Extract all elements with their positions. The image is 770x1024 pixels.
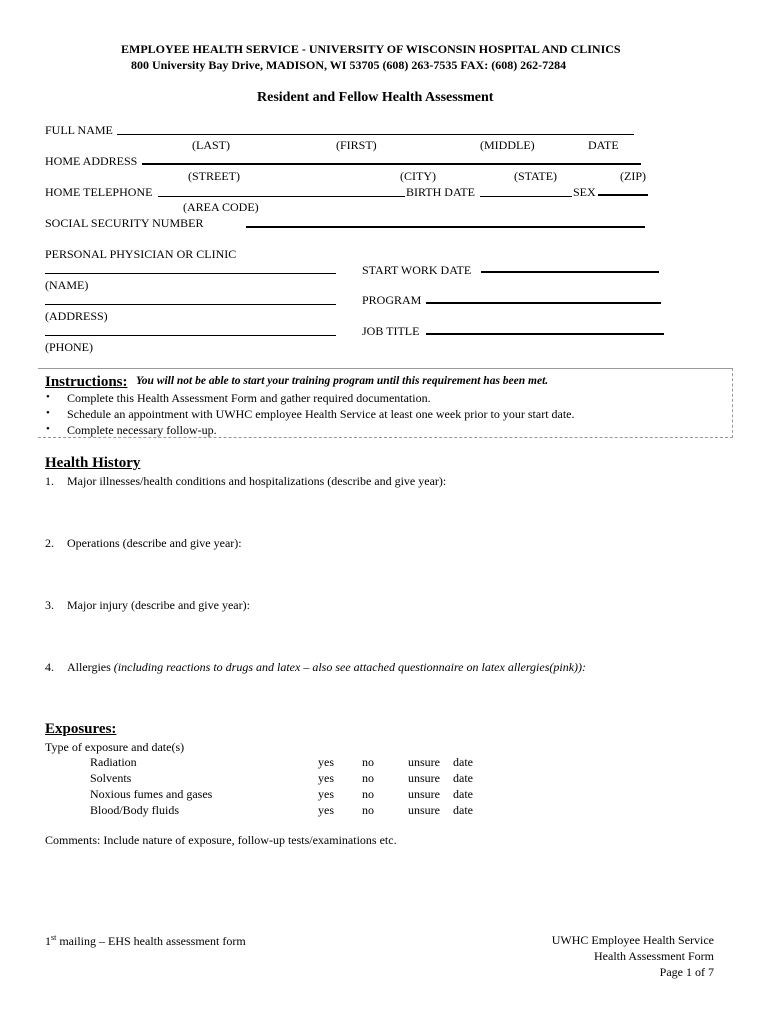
state-caption: (STATE): [514, 169, 558, 183]
zip-caption: (ZIP): [620, 169, 646, 183]
full-name-field[interactable]: [117, 134, 634, 135]
start-work-date-label: START WORK DATE: [362, 263, 472, 277]
q4-text: [67, 661, 586, 673]
exposure-yes[interactable]: yes: [318, 771, 334, 785]
exposure-date[interactable]: date: [453, 755, 473, 769]
address-caption: (ADDRESS): [45, 309, 108, 323]
instructions-note: You will not be able to start your training program until this requirement has been met.: [136, 375, 549, 387]
exposure-unsure[interactable]: unsure: [408, 755, 440, 769]
street-caption: (STREET): [188, 169, 240, 183]
exposure-label: Blood/Body fluids: [90, 803, 180, 817]
birth-date-label: BIRTH DATE: [406, 185, 475, 199]
exposure-unsure[interactable]: unsure: [408, 803, 440, 817]
exposure-yes[interactable]: yes: [318, 787, 334, 801]
footer-page-number: Page 1 of 7: [659, 965, 714, 979]
exposures-heading: Exposures:: [45, 721, 117, 737]
footer-mailing-suffix: st: [51, 933, 57, 942]
instruction-item-2: Schedule an appointment with UWHC employee Health Service at least one week prior to your start date.: [67, 407, 575, 421]
footer-left: [45, 934, 246, 947]
instructions-heading: Instructions:: [45, 374, 128, 390]
q4-number: 4.: [45, 660, 54, 674]
physician-name-field[interactable]: [45, 273, 336, 274]
bullet-3: •: [46, 423, 50, 435]
footer-right-2: Health Assessment Form: [594, 949, 714, 963]
ssn-label: SOCIAL SECURITY NUMBER: [45, 216, 204, 230]
exposure-label: Radiation: [90, 755, 137, 769]
footer-right-1: UWHC Employee Health Service: [551, 933, 714, 947]
instruction-item-3: Complete necessary follow-up.: [67, 423, 217, 437]
job-title-field[interactable]: [426, 333, 664, 335]
last-caption: (LAST): [192, 138, 230, 152]
physician-phone-field[interactable]: [45, 335, 336, 336]
exposure-label: Noxious fumes and gases: [90, 787, 213, 801]
q2-text: Operations (describe and give year):: [67, 536, 242, 550]
header-line-1: EMPLOYEE HEALTH SERVICE - UNIVERSITY OF WISCONSIN HOSPITAL AND CLINICS: [121, 42, 621, 56]
home-telephone-label: HOME TELEPHONE: [45, 185, 153, 199]
header-line-2: 800 University Bay Drive, MADISON, WI 53705 (608) 263-7535 FAX: (608) 262-7284: [131, 58, 567, 72]
full-name-label: FULL NAME: [45, 123, 113, 137]
exposure-unsure[interactable]: unsure: [408, 787, 440, 801]
exposure-no[interactable]: no: [362, 771, 374, 785]
exposure-yes[interactable]: yes: [318, 803, 334, 817]
name-caption: (NAME): [45, 278, 89, 292]
q1-text: Major illnesses/health conditions and hospitalizations (describe and give year):: [67, 474, 447, 488]
health-history-heading: Health History: [45, 455, 141, 471]
footer-mailing-text: mailing – EHS health assessment form: [56, 934, 246, 948]
exposure-no[interactable]: no: [362, 803, 374, 817]
home-address-label: HOME ADDRESS: [45, 154, 138, 168]
job-title-label: JOB TITLE: [362, 324, 420, 338]
bullet-1: •: [46, 391, 50, 403]
q3-text: Major injury (describe and give year):: [67, 598, 250, 612]
form-title: Resident and Fellow Health Assessment: [257, 90, 494, 105]
q2-number: 2.: [45, 536, 54, 550]
phone-caption: (PHONE): [45, 340, 93, 354]
area-code-caption: (AREA CODE): [183, 200, 259, 214]
sex-field[interactable]: [598, 194, 648, 196]
exposure-no[interactable]: no: [362, 787, 374, 801]
date-caption: DATE: [588, 138, 619, 152]
exposure-yes[interactable]: yes: [318, 755, 334, 769]
exposure-no[interactable]: no: [362, 755, 374, 769]
exposure-date[interactable]: date: [453, 771, 473, 785]
birth-date-field[interactable]: [480, 196, 572, 197]
physician-address-field[interactable]: [45, 304, 336, 305]
first-caption: (FIRST): [336, 138, 377, 152]
program-field[interactable]: [426, 302, 661, 304]
bullet-2: •: [46, 407, 50, 419]
exposure-comments: Comments: Include nature of exposure, follow-up tests/examinations etc.: [45, 833, 397, 847]
exposure-unsure[interactable]: unsure: [408, 771, 440, 785]
home-address-field[interactable]: [142, 163, 641, 165]
q4-label: Allergies: [67, 660, 114, 674]
exposure-label: Solvents: [90, 771, 132, 785]
ssn-field[interactable]: [246, 226, 645, 228]
home-telephone-field[interactable]: [158, 196, 405, 197]
exposures-subheading: Type of exposure and date(s): [45, 740, 185, 754]
q3-number: 3.: [45, 598, 54, 612]
instruction-item-1: Complete this Health Assessment Form and gather required documentation.: [67, 391, 431, 405]
q4-note: (including reactions to drugs and latex – also see attached questionnaire on latex allergies(pink)):: [113, 660, 587, 674]
program-label: PROGRAM: [362, 293, 422, 307]
sex-label: SEX: [573, 185, 596, 199]
physician-label: PERSONAL PHYSICIAN OR CLINIC: [45, 247, 237, 261]
city-caption: (CITY): [400, 169, 436, 183]
exposure-date[interactable]: date: [453, 803, 473, 817]
q1-number: 1.: [45, 474, 54, 488]
middle-caption: (MIDDLE): [480, 138, 535, 152]
footer-mailing-number: 1: [45, 934, 51, 948]
start-work-date-field[interactable]: [481, 271, 659, 273]
exposure-date[interactable]: date: [453, 787, 473, 801]
